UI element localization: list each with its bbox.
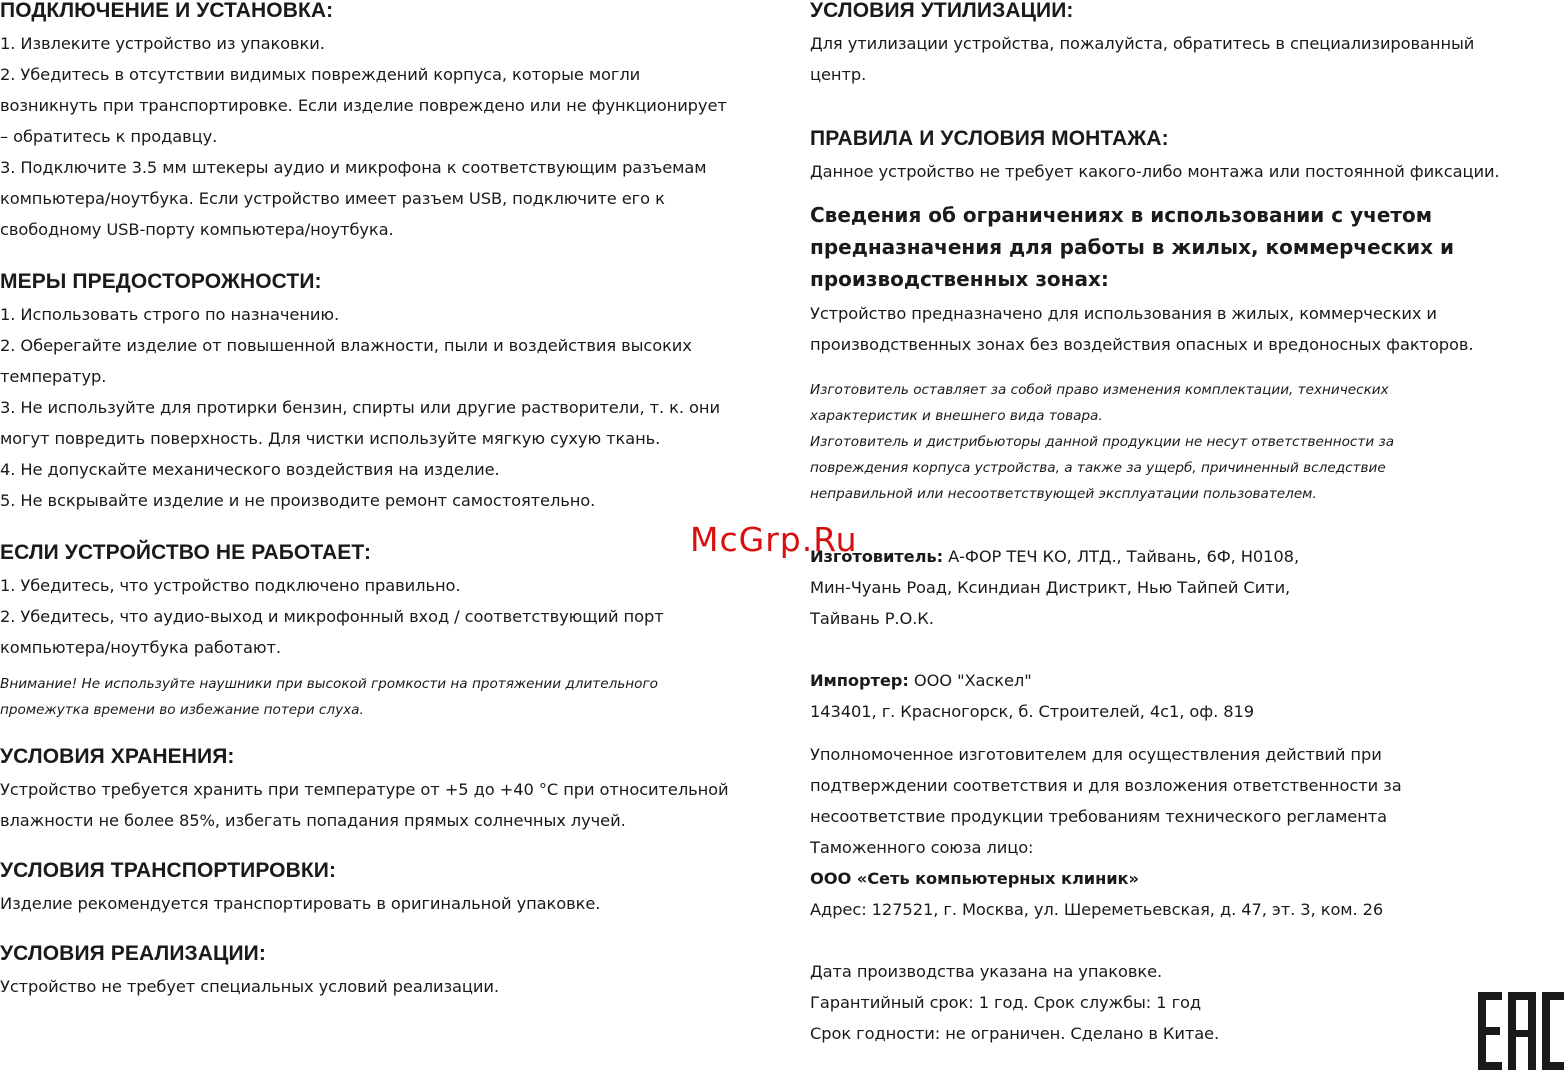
text-line: влажности не более 85%, избегать попадания прямых солнечных лучей. [0,811,626,830]
text-line: температур. [0,367,107,386]
text-line: Таможенного союза лицо: [810,838,1034,857]
section-title: УСЛОВИЯ РЕАЛИЗАЦИИ: [0,942,266,965]
disclaimer [810,377,1562,507]
disclaimer-line: повреждения корпуса устройства, а также за ущерб, причиненный вследствие [810,460,1386,476]
text-line: Тайвань Р.О.К. [810,609,934,628]
section-disposal [810,0,1562,90]
manufacturer-value: А-ФОР ТЕЧ КО, ЛТД., Тайвань, 6Ф, Н0108, [943,547,1300,566]
section-mounting [810,125,1562,187]
text-line: 2. Убедитесь, что аудио-выход и микрофонный вход / соответствующий порт [0,607,664,626]
section-transport [0,857,795,919]
text-line: свободному USB-порту компьютера/ноутбука. [0,220,394,239]
text-line: 3. Подключите 3.5 мм штекеры аудио и микрофона к соответствующим разъемам [0,158,707,177]
text-line: подтверждении соответствия и для возложения ответственности за [810,776,1402,795]
section-title: ЕСЛИ УСТРОЙСТВО НЕ РАБОТАЕТ: [0,541,372,564]
text-line: Дата производства указана на упаковке. [810,962,1163,981]
text-line: Устройство требуется хранить при температуре от +5 до +40 °С при относительной [0,780,729,799]
text-line: Изделие рекомендуется транспортировать в оригинальной упаковке. [0,894,601,913]
text-line: возникнуть при транспортировке. Если изделие повреждено или не функционирует [0,96,727,115]
section-title-line: Сведения об ограничениях в использовании с учетом [810,203,1433,227]
section-restrictions [810,199,1562,360]
text-line: 1. Использовать строго по назначению. [0,305,340,324]
manufacturer-label: Изготовитель: [810,547,944,566]
text-line: 1. Убедитесь, что устройство подключено правильно. [0,576,461,595]
text-line: Уполномоченное изготовителем для осуществления действий при [810,745,1382,764]
section-title: МЕРЫ ПРЕДОСТОРОЖНОСТИ: [0,270,322,293]
watermark: McGrp.Ru [690,520,858,559]
section-title: ПОДКЛЮЧЕНИЕ И УСТАНОВКА: [0,0,334,22]
footer-block [810,956,1562,1049]
text-line: 143401, г. Красногорск, б. Строителей, 4с1, оф. 819 [810,702,1255,721]
section-title: ПРАВИЛА И УСЛОВИЯ МОНТАЖА: [810,127,1169,150]
warning-line: промежутка времени во избежание потери слуха. [0,702,364,718]
eac-icon [1478,992,1564,1070]
text-line: несоответствие продукции требованиям технического регламента [810,807,1388,826]
warning-line: Внимание! Не используйте наушники при высокой громкости на протяжении длительного [0,676,658,692]
text-line: Устройство не требует специальных условий реализации. [0,977,499,996]
section-title: УСЛОВИЯ УТИЛИЗАЦИИ: [810,0,1074,22]
section-title: УСЛОВИЯ ТРАНСПОРТИРОВКИ: [0,859,337,882]
text-line: компьютера/ноутбука. Если устройство имеет разъем USB, подключите его к [0,189,665,208]
text-line: 5. Не вскрывайте изделие и не производите ремонт самостоятельно. [0,491,596,510]
importer-line [810,665,1562,696]
text-line: Срок годности: не ограничен. Сделано в Китае. [810,1024,1220,1043]
text-line: могут повредить поверхность. Для чистки используйте мягкую сухую ткань. [0,429,661,448]
text-line: 3. Не используйте для протирки бензин, спирты или другие растворители, т. к. они [0,398,720,417]
section-title-line: предназначения для работы в жилых, коммерческих и [810,235,1455,259]
text-line: центр. [810,65,867,84]
right-column [810,0,1562,1049]
importer-block [810,665,1562,727]
disclaimer-line: Изготовитель оставляет за собой право изменения комплектации, технических [810,382,1389,398]
section-install [0,0,795,245]
section-sale [0,940,795,1002]
text-line: Для утилизации устройства, пожалуйста, обратитесь в специализированный [810,34,1475,53]
authorized-company: ООО «Сеть компьютерных клиник» [810,869,1139,888]
section-precautions [0,268,795,516]
section-title: УСЛОВИЯ ХРАНЕНИЯ: [0,745,235,768]
section-title-line: производственных зонах: [810,267,1109,291]
disclaimer-line: Изготовитель и дистрибьюторы данной продукции не несут ответственности за [810,434,1395,450]
section-troubleshoot [0,539,795,723]
text-line: Мин-Чуань Роад, Ксиндиан Дистрикт, Нью Тайпей Сити, [810,578,1291,597]
disclaimer-line: характеристик и внешнего вида товара. [810,408,1103,424]
manufacturer-block [810,541,1562,634]
section-storage [0,743,795,836]
text-line: 1. Извлеките устройство из упаковки. [0,34,325,53]
text-line: производственных зонах без воздействия опасных и вредоносных факторов. [810,335,1474,354]
importer-label: Импортер: [810,671,909,690]
text-line: 4. Не допускайте механического воздействия на изделие. [0,460,500,479]
left-column [0,0,795,1002]
text-line: 2. Оберегайте изделие от повышенной влажности, пыли и воздействия высоких [0,336,692,355]
disclaimer-line: неправильной или несоответствующей эксплуатации пользователем. [810,486,1317,502]
manufacturer-line [810,541,1562,572]
text-line: 2. Убедитесь в отсутствии видимых повреждений корпуса, которые могли [0,65,641,84]
text-line: Данное устройство не требует какого-либо монтажа или постоянной фиксации. [810,162,1500,181]
authorized-address: Адрес: 127521, г. Москва, ул. Шереметьевская, д. 47, эт. 3, ком. 26 [810,900,1384,919]
text-line: – обратитесь к продавцу. [0,127,218,146]
text-line: Устройство предназначено для использования в жилых, коммерческих и [810,304,1437,323]
text-line: Гарантийный срок: 1 год. Срок службы: 1 год [810,993,1202,1012]
text-line: компьютера/ноутбука работают. [0,638,281,657]
authorized-block [810,739,1562,925]
importer-value: ООО "Хаскел" [908,671,1032,690]
